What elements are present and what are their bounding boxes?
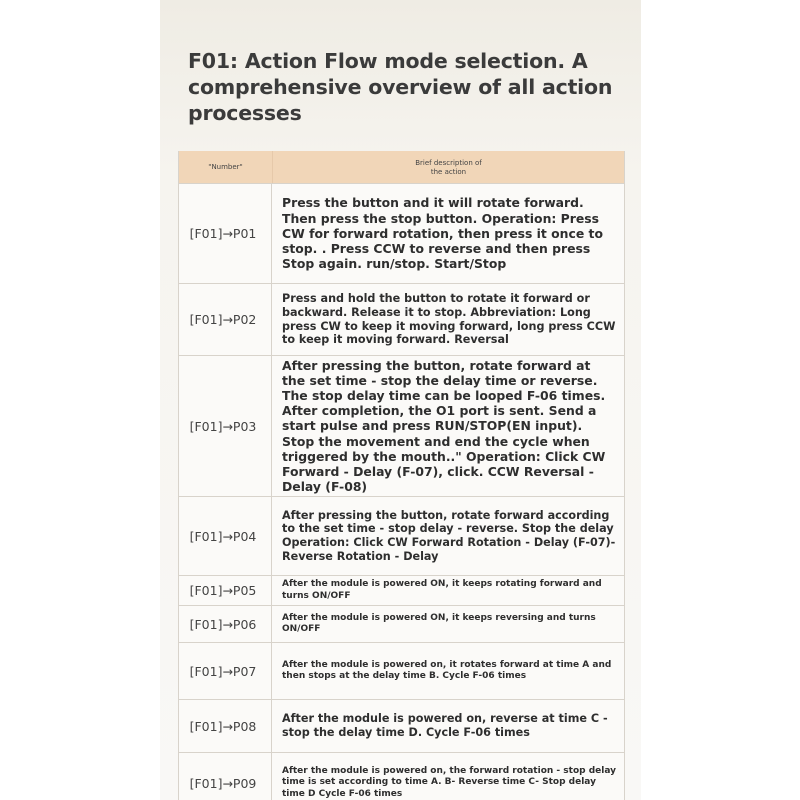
table-row — [179, 184, 624, 284]
row-description: After pressing the button, rotate forward at the set time - stop the delay time or reverse. The stop delay time can be looped F-06 times. After completion, the O1 port is sent. Send a start pulse and press RUN/STOP(EN input). Stop the movement and end the cycle when triggered by the mouth.." Operation: Click CW Forward - Delay (F-07), click. CCW Reversal - Delay (F-08) — [282, 357, 606, 495]
row-number: [F01]→P09 — [179, 753, 272, 800]
row-number: [F01]→P02 — [179, 284, 272, 355]
row-description: After the module is powered ON, it keeps reversing and turns ON/OFF — [282, 612, 596, 634]
table-row — [179, 753, 624, 800]
action-table — [178, 151, 625, 800]
table-row — [179, 643, 624, 700]
header-number: "Number" — [179, 151, 273, 183]
row-description: After the module is powered on, the forward rotation - stop delay time is set according to time A. B- Reverse time C- Stop delay time D Cycle F-06 times — [282, 765, 616, 799]
table-row — [179, 700, 624, 753]
page-title: F01: Action Flow mode selection. A comprehensive overview of all action processes — [188, 49, 613, 125]
table-row — [179, 356, 624, 497]
row-description: Press the button and it will rotate forward. Then press the stop button. Operation: Press CW for forward rotation, then press it once to stop. . Press CCW to reverse and then press Stop again. run/stop. Start/Stop — [282, 195, 603, 272]
row-description: After the module is powered on, reverse at time C - stop the delay time D. Cycle F-06 times — [282, 712, 608, 739]
row-description: After pressing the button, rotate forward according to the set time - stop delay - reverse. Stop the delay Operation: Click CW Forward Rotation - Delay (F-07)- Reverse Rotation - Delay — [282, 508, 616, 563]
table-row — [179, 497, 624, 576]
table-header — [179, 151, 624, 184]
table-row — [179, 284, 624, 356]
table-row — [179, 576, 624, 606]
row-description: Press and hold the button to rotate it forward or backward. Release it to stop. Abbreviation: Long press CW to keep it moving forward, long press CCW to keep it moving forward. Reversal — [282, 292, 616, 347]
table-row — [179, 606, 624, 643]
row-description: After the module is powered on, it rotates forward at time A and then stops at the delay time B. Cycle F-06 times — [282, 659, 612, 681]
row-number: [F01]→P06 — [179, 606, 272, 642]
row-number: [F01]→P08 — [179, 700, 272, 752]
row-number: [F01]→P04 — [179, 497, 272, 575]
row-number: [F01]→P03 — [179, 356, 272, 496]
header-description: Brief description of the action — [415, 159, 482, 176]
row-description: After the module is powered ON, it keeps rotating forward and turns ON/OFF — [282, 579, 602, 601]
row-number: [F01]→P01 — [179, 184, 272, 283]
row-number: [F01]→P05 — [179, 576, 272, 605]
product-card — [160, 0, 641, 800]
row-number: [F01]→P07 — [179, 643, 272, 699]
